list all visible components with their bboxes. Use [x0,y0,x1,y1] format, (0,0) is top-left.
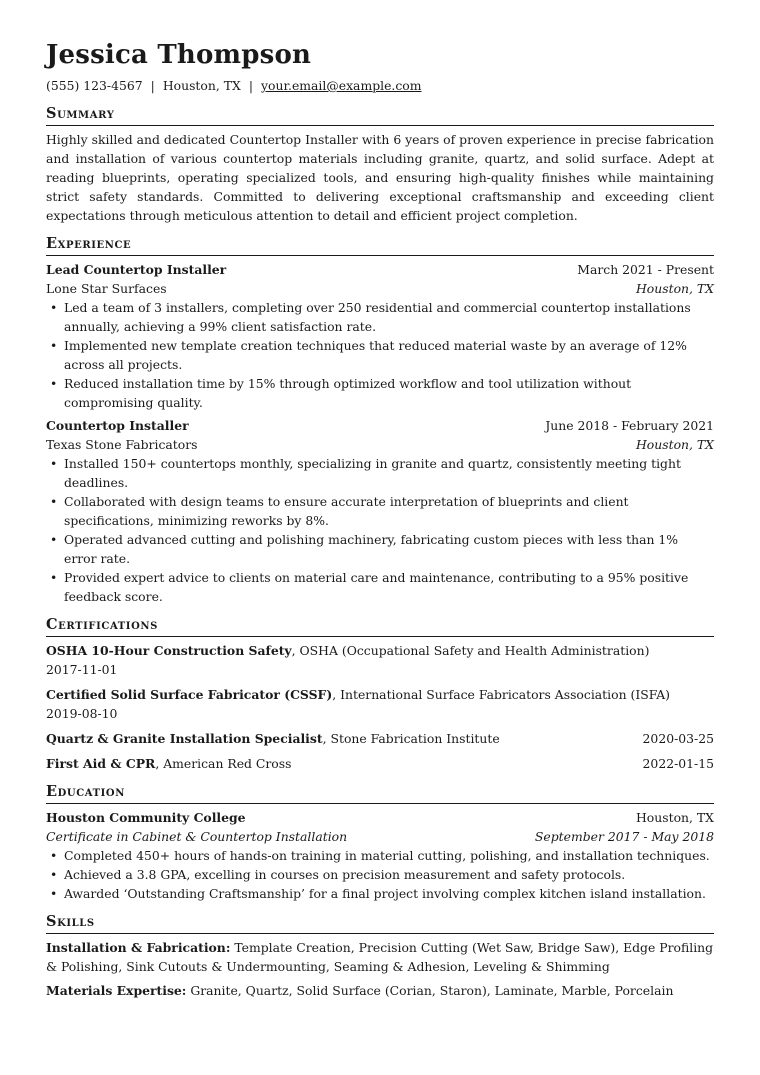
edu-bullet: • Completed 450+ hours of hands-on training in material cutting, polishing, and installation techniques. [64,846,714,865]
job-location: Houston, TX [636,437,714,452]
edu-bullets [46,846,714,903]
job-role: Lead Countertop Installer [46,262,227,277]
certification-entry [46,685,714,723]
cert-date: 2017-11-01 [46,662,118,677]
skill-entry [46,938,714,976]
skill-value: Granite, Quartz, Solid Surface (Corian, Staron), Laminate, Marble, Porcelain [186,983,674,998]
cert-name: Quartz & Granite Installation Specialist [46,731,323,746]
edu-dates: September 2017 - May 2018 [534,829,714,844]
skill-entry [46,981,714,1000]
job-company: Lone Star Surfaces [46,281,167,296]
skill-label: Installation & Fabrication: [46,940,231,955]
cert-name: OSHA 10-Hour Construction Safety [46,643,292,658]
job-location: Houston, TX [636,281,714,296]
cert-date: 2019-08-10 [46,706,118,721]
skill-value: Template Creation, Precision Cutting (Wet Saw, Bridge Saw), Edge Profiling & Polishing, Sink Cutouts & Undermounting, Seaming & Adhesion, Leveling & Shimming [46,940,714,974]
contact-location: Houston, TX [162,78,241,93]
candidate-name: Jessica Thompson [46,40,312,70]
experience-entry [46,416,714,606]
cert-name: First Aid & CPR [46,756,156,771]
certification-entry [46,641,714,679]
job-bullet: • Operated advanced cutting and polishing machinery, fabricating custom pieces with less than 1% error rate. [64,530,714,568]
section-title-certifications: Certifications [46,615,714,637]
contact-separator: | [150,78,155,93]
skill-label: Materials Expertise: [46,983,187,998]
certification-entry [46,754,714,773]
job-role: Countertop Installer [46,418,189,433]
job-bullets [46,454,714,606]
job-bullets [46,298,714,412]
job-dates: June 2018 - February 2021 [545,418,714,433]
edu-location: Houston, TX [636,810,714,825]
cert-issuer: , OSHA (Occupational Safety and Health Administration) [291,643,650,658]
cert-issuer: , Stone Fabrication Institute [322,731,500,746]
section-title-skills: Skills [46,912,714,934]
job-bullet: • Led a team of 3 installers, completing over 250 residential and commercial countertop installations annually, achieving a 99% client satisfaction rate. [64,298,714,336]
edu-degree: Certificate in Cabinet & Countertop Installation [46,829,348,844]
cert-date: 2022-01-15 [642,756,714,771]
cert-issuer: , American Red Cross [155,756,292,771]
section-title-experience: Experience [46,234,714,256]
job-dates: March 2021 - Present [577,262,714,277]
job-bullet: • Collaborated with design teams to ensure accurate interpretation of blueprints and client specifications, minimizing reworks by 8%. [64,492,714,530]
job-company: Texas Stone Fabricators [46,437,198,452]
contact-separator: | [248,78,254,93]
edu-bullet: • Awarded ‘Outstanding Craftsmanship’ for a final project involving complex kitchen island installation. [64,884,714,903]
section-title-summary: Summary [46,104,714,126]
contact-phone: (555) 123-4567 [46,78,143,93]
edu-school: Houston Community College [46,810,246,825]
experience-entry [46,260,714,412]
edu-bullet: • Achieved a 3.8 GPA, excelling in courses on precision measurement and safety protocols. [64,865,714,884]
job-bullet: • Installed 150+ countertops monthly, specializing in granite and quartz, consistently meeting tight deadlines. [64,454,714,492]
cert-name: Certified Solid Surface Fabricator (CSSF) [46,687,333,702]
summary-text: Highly skilled and dedicated Countertop Installer with 6 years of proven experience in precise fabrication and installation of various countertop materials including granite, quartz, and solid surface. Adept at reading blueprints, operating specialized tools, and ensuring high-quality finishes while maintaining strict safety standards. Committed to delivering exceptional craftsmanship and exceeding client expectations through meticulous attention to detail and efficient project completion. [46,132,714,223]
job-bullet: • Reduced installation time by 15% through optimized workflow and tool utilization without compromising quality. [64,374,714,412]
education-entry [46,808,714,903]
certification-entry [46,729,714,748]
section-title-education: Education [46,782,714,804]
cert-date: 2020-03-25 [642,731,714,746]
contact-line [46,76,714,95]
contact-email-link[interactable]: your.email@example.com [261,78,422,93]
job-bullet: • Provided expert advice to clients on material care and maintenance, contributing to a 95% positive feedback score. [64,568,714,606]
cert-issuer: , International Surface Fabricators Association (ISFA) [332,687,671,702]
job-bullet: • Implemented new template creation techniques that reduced material waste by an average of 12% across all projects. [64,336,714,374]
